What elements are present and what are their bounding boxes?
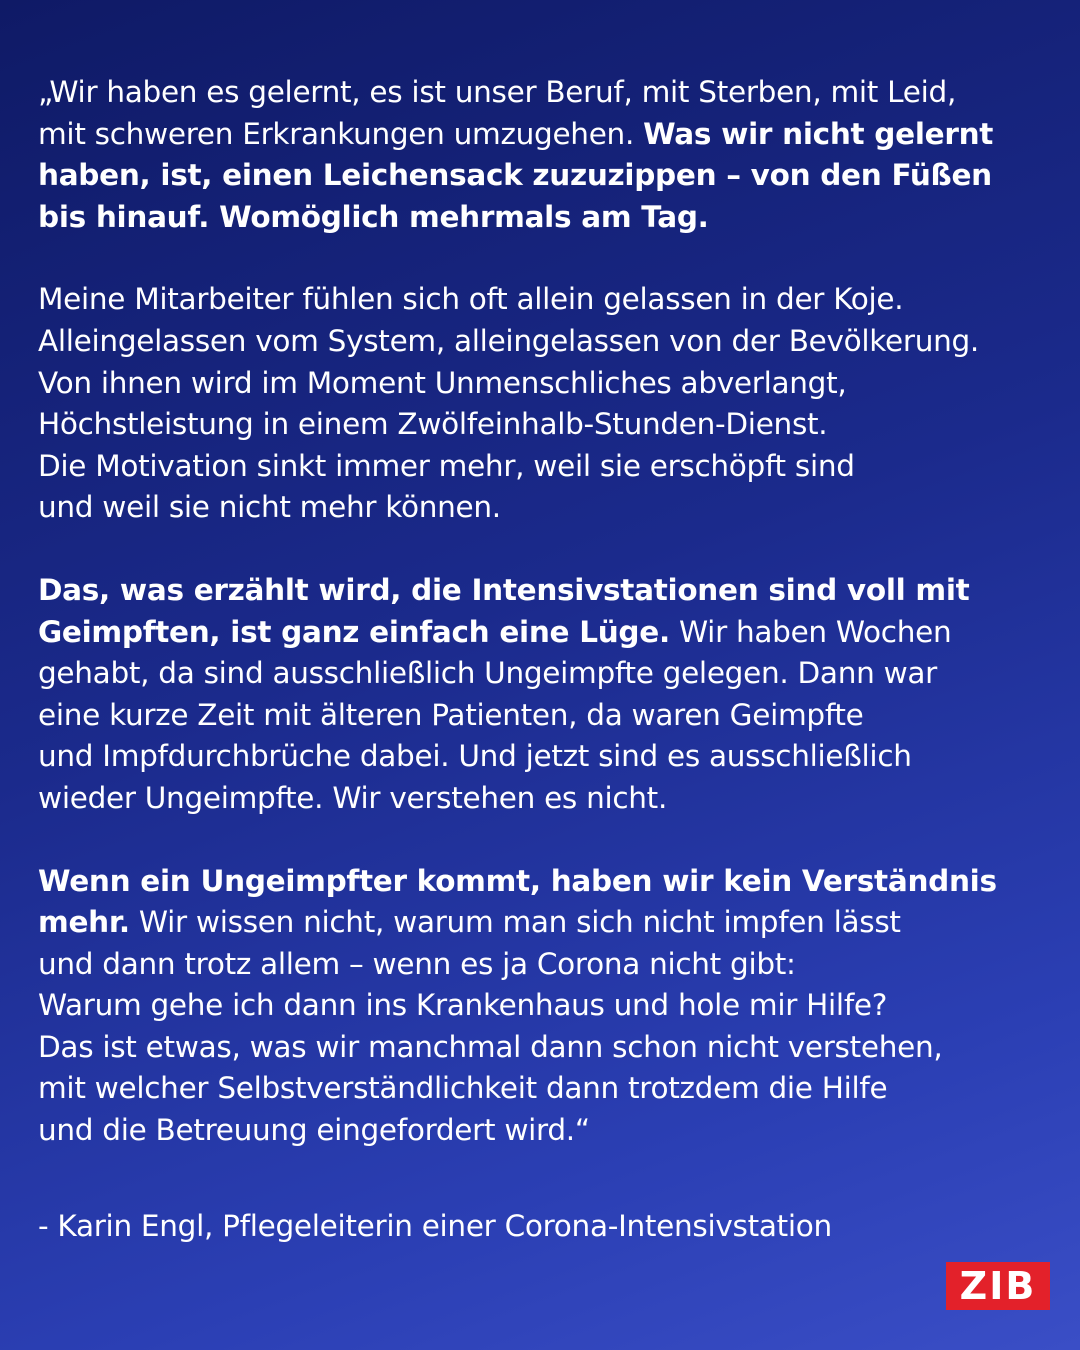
- quote-line: Warum gehe ich dann ins Krankenhaus und hole mir Hilfe?: [38, 988, 888, 1023]
- quote-line: bis hinauf. Womöglich mehrmals am Tag.: [38, 199, 709, 234]
- quote-block: [38, 72, 1058, 1193]
- quote-line: wieder Ungeimpfte. Wir verstehen es nicht.: [38, 780, 668, 815]
- quote-line: Höchstleistung in einem Zwölfeinhalb-Stunden-Dienst.: [38, 407, 828, 442]
- zib-logo-text: ZIB: [959, 1264, 1037, 1308]
- quote-line: und Impfdurchbrüche dabei. Und jetzt sind es ausschließlich: [38, 739, 912, 774]
- quote-line: Meine Mitarbeiter fühlen sich oft allein gelassen in der Koje.: [38, 282, 904, 317]
- quote-line: „Wir haben es gelernt, es ist unser Beruf, mit Sterben, mit Leid,: [38, 75, 957, 109]
- quote-line: [38, 612, 1058, 654]
- quote-line: Von ihnen wird im Moment Unmenschliches abverlangt,: [38, 365, 847, 400]
- quote-line: Das, was erzählt wird, die Intensivstationen sind voll mit: [38, 572, 970, 607]
- quote-line: gehabt, da sind ausschließlich Ungeimpfte gelegen. Dann war: [38, 656, 938, 691]
- zib-logo: [946, 1262, 1050, 1310]
- quote-paragraph-4: [38, 861, 1058, 1152]
- quote-line: haben, ist, einen Leichensack zuzuzippen – von den Füßen: [38, 158, 992, 193]
- quote-bold-text: Geimpften, ist ganz einfach eine Lüge.: [38, 614, 670, 649]
- quote-line: [38, 902, 1058, 944]
- quote-bold-text: mehr.: [38, 905, 130, 940]
- quote-bold-text: Was wir nicht gelernt: [643, 116, 994, 151]
- attribution: - Karin Engl, Pflegeleiterin einer Corona-Intensivstation: [38, 1209, 832, 1243]
- quote-text: Wir haben Wochen: [669, 614, 952, 649]
- quote-line: mit welcher Selbstverständlichkeit dann trotzdem die Hilfe: [38, 1071, 888, 1106]
- quote-line: und dann trotz allem – wenn es ja Corona nicht gibt:: [38, 946, 796, 981]
- quote-line: eine kurze Zeit mit älteren Patienten, da waren Geimpfte: [38, 697, 864, 732]
- quote-line: [38, 114, 1058, 156]
- quote-text: Wir wissen nicht, warum man sich nicht impfen lässt: [129, 905, 901, 940]
- quote-line: Das ist etwas, was wir manchmal dann schon nicht verstehen,: [38, 1029, 943, 1064]
- quote-text: mit schweren Erkrankungen umzugehen.: [38, 116, 644, 151]
- quote-paragraph-1: [38, 72, 1058, 238]
- quote-line: und weil sie nicht mehr können.: [38, 490, 501, 525]
- quote-line: Die Motivation sinkt immer mehr, weil sie erschöpft sind: [38, 448, 855, 483]
- quote-paragraph-2: [38, 279, 1058, 529]
- quote-paragraph-3: [38, 570, 1058, 820]
- quote-line: Wenn ein Ungeimpfter kommt, haben wir kein Verständnis: [38, 863, 997, 898]
- quote-line: Alleingelassen vom System, alleingelassen von der Bevölkerung.: [38, 323, 979, 358]
- quote-line: und die Betreuung eingefordert wird.“: [38, 1113, 590, 1148]
